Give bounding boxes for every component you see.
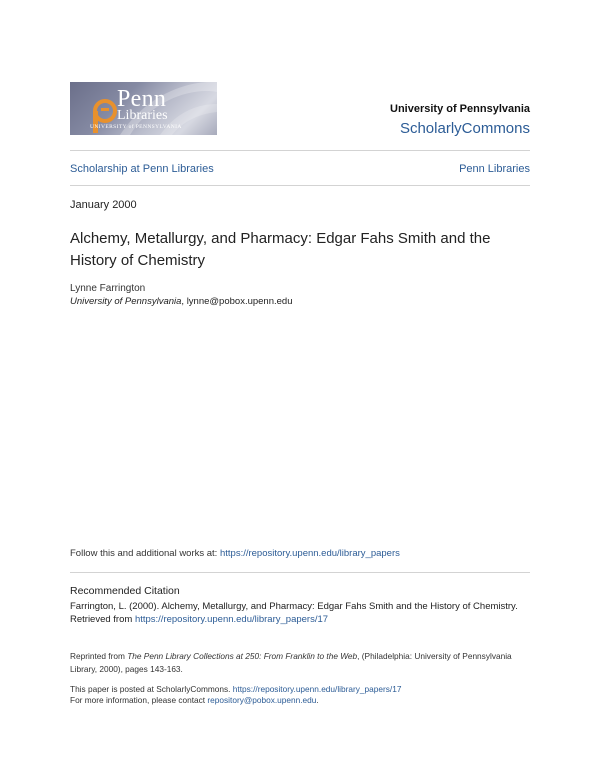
reprint-prefix: Reprinted from xyxy=(70,651,128,661)
author-email: , lynne@pobox.upenn.edu xyxy=(181,296,293,307)
citation-retrieval-link[interactable]: https://repository.upenn.edu/library_papers/17 xyxy=(134,614,329,625)
reprint-suffix: , (Philadelphia: University of Pennsylvania Library, 2000), pages 143-163. xyxy=(70,651,512,674)
scholarly-commons-link[interactable]: ScholarlyCommons xyxy=(399,120,530,137)
author-name: Lynne Farrington xyxy=(70,283,146,294)
posted-line xyxy=(70,684,540,695)
paper-title: Alchemy, Metallurgy, and Pharmacy: Edgar Fahs Smith and the History of Chemistry xyxy=(70,230,491,269)
logo-subtitle: UNIVERSITY of PENNSYLVANIA xyxy=(90,124,182,130)
penn-libraries-link[interactable]: Penn Libraries xyxy=(459,163,530,175)
reprint-source: The Penn Library Collections at 250: From Franklin to the Web xyxy=(127,651,358,661)
contact-line xyxy=(70,695,540,706)
posted-info xyxy=(70,684,540,706)
publication-date: January 2000 xyxy=(70,199,137,211)
divider-citation xyxy=(70,572,530,573)
divider-nav xyxy=(70,185,530,186)
posted-paper-link[interactable]: https://repository.upenn.edu/library_papers/17 xyxy=(232,684,402,694)
citation-body: Farrington, L. (2000). Alchemy, Metallurgy, and Pharmacy: Edgar Fahs Smith and the History of Chemistry. Retrieved from xyxy=(70,601,518,625)
author-affiliation xyxy=(70,296,293,307)
recommended-citation-heading: Recommended Citation xyxy=(70,585,180,597)
follow-text: Follow this and additional works at: xyxy=(70,548,220,559)
library-papers-link[interactable]: https://repository.upenn.edu/library_papers xyxy=(219,548,400,559)
logo-wordmark-penn: Penn xyxy=(117,86,167,112)
university-name: University of Pennsylvania xyxy=(390,103,530,115)
penn-libraries-logo[interactable] xyxy=(70,82,217,135)
logo-wordmark-libraries: Libraries xyxy=(117,108,168,123)
contact-end: . xyxy=(316,695,319,705)
contact-email-link[interactable]: repository@pobox.upenn.edu xyxy=(207,695,317,705)
affiliation-name: University of Pennsylvania xyxy=(70,296,182,307)
follow-works-line xyxy=(70,548,400,559)
scholarship-at-penn-libraries-link[interactable]: Scholarship at Penn Libraries xyxy=(70,163,214,175)
reprint-note xyxy=(70,650,540,675)
citation-text xyxy=(70,600,540,626)
contact-text: For more information, please contact xyxy=(70,695,208,705)
divider-top xyxy=(70,150,530,151)
posted-text: This paper is posted at ScholarlyCommons. xyxy=(70,684,233,694)
